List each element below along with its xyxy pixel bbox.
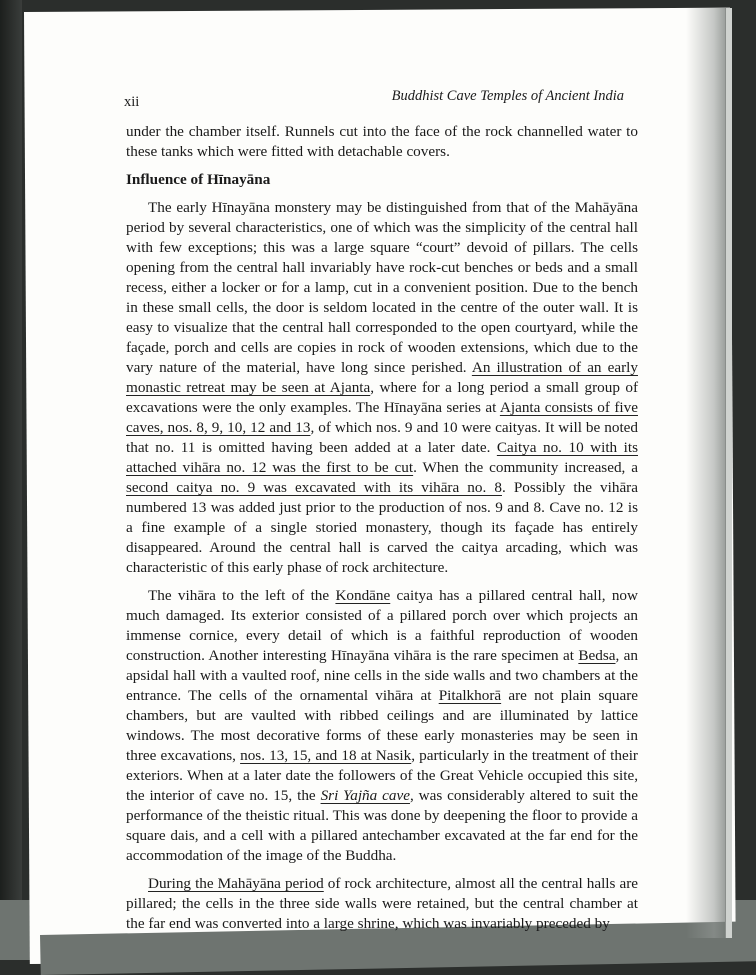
scan-background-left bbox=[0, 0, 22, 960]
underlined-text: Bedsa bbox=[578, 647, 616, 664]
underlined-italic-text: Sri Yajña cave bbox=[320, 787, 410, 804]
text-run: , where for a long period a small group of excavations were the only examples. The Hīnayāna series at bbox=[126, 379, 638, 416]
underlined-text: During the Mahāyāna period bbox=[148, 875, 324, 892]
underlined-text: Caitya no. 10 with its attached vihāra no. 12 was the first to be cut bbox=[126, 439, 638, 476]
text-run: The early Hīnayāna monstery may be distinguished from that of the Mahāyāna period by several characteristics, one of which was the simplicity of the central hall with few exceptions; this was a large square “court” devoid of pillars. The cells opening from the central hall invariably have rock-cut benches or beds and a small recess, either a locker or for a lamp, cut in a convenient position. Due to the bench in these small cells, the door is seldom located in the centre of the outer wall. It is easy to visualize that the central hall corresponded to the open courtyard, while the façade, porch and cells are copies in rock of wooden extensions, which due to the vary nature of the material, have long since perished. bbox=[126, 199, 638, 376]
underlined-text: Ajanta consists of five caves, nos. 8, 9, 10, 12 and 13 bbox=[126, 399, 638, 436]
text-run: . Possibly the vihāra numbered 13 was added just prior to the production of nos. 9 and 8. Cave no. 12 is a fine example of a single storied monastery, though its façade has entirely disappeared. Around the central hall is carved the caitya arcading, which was characteristic of this early phase of rock architecture. bbox=[126, 479, 638, 576]
text-run: of rock architecture, almost all the central halls are pillared; the cells in the three side walls were retained, but the central chamber at the far end was converted into a large shrine, which was invariably preceded by bbox=[126, 875, 638, 932]
text-run: , particularly in the treatment of their exteriors. When at a later date the followers of the Great Vehicle occupied this site, the interior of cave no. 15, the bbox=[126, 747, 638, 804]
text-run: . When the community increased, a bbox=[413, 459, 638, 476]
text-run: , an apsidal hall with a vaulted roof, nine cells in the side walls and two chambers at the entrance. The cells of the ornamental vihāra at bbox=[126, 647, 638, 704]
page-spine-edge bbox=[725, 8, 732, 938]
paragraph-hinayana-monastery bbox=[126, 198, 638, 578]
text-run: The vihāra to the left of the bbox=[148, 587, 336, 604]
page-spine-shadow bbox=[686, 8, 726, 938]
underlined-text: nos. 13, 15, and 18 at Nasik bbox=[240, 747, 412, 764]
continuation-paragraph: under the chamber itself. Runnels cut into the face of the rock channelled water to these tanks which were fitted with detachable covers. bbox=[126, 123, 638, 160]
underlined-text: second caitya no. 9 was excavated with its vihāra no. 8 bbox=[126, 479, 502, 496]
page-number: xii bbox=[124, 94, 140, 110]
text-run: , of which nos. 9 and 10 were caityas. It will be noted that no. 11 is omitted having been added at a later date. bbox=[126, 419, 638, 456]
body-text bbox=[126, 122, 638, 942]
paragraph-vihara-kondane bbox=[126, 586, 638, 866]
book-title: Buddhist Cave Temples of Ancient India bbox=[391, 88, 624, 104]
underlined-text: Kondāne bbox=[335, 587, 391, 604]
text-run: caitya has a pillared central hall, now much damaged. Its exterior consisted of a pillared porch over which projects an immense cornice, every detail of which is a faithful reproduction of wooden construction. Another interesting Hīnayāna vihāra is the rare specimen at bbox=[126, 587, 638, 664]
underlined-text: Pitalkhorā bbox=[438, 687, 502, 704]
section-heading: Influence of Hīnayāna bbox=[126, 171, 271, 188]
text-run: , was considerably altered to suit the performance of the theistic ritual. This was done by deepening the floor to provide a square dais, and a cell with a pillared antechamber excavated at the far end for the accommodation of the image of the Buddha. bbox=[126, 787, 639, 864]
paragraph-mahayana-period bbox=[126, 874, 638, 934]
text-run: are not plain square chambers, but are vaulted with ribbed ceilings and are illuminated by lattice windows. The most decorative forms of these early monasteries may be seen in three excavations, bbox=[126, 687, 639, 764]
underlined-text: An illustration of an early monastic retreat may be seen at Ajanta bbox=[126, 359, 638, 396]
